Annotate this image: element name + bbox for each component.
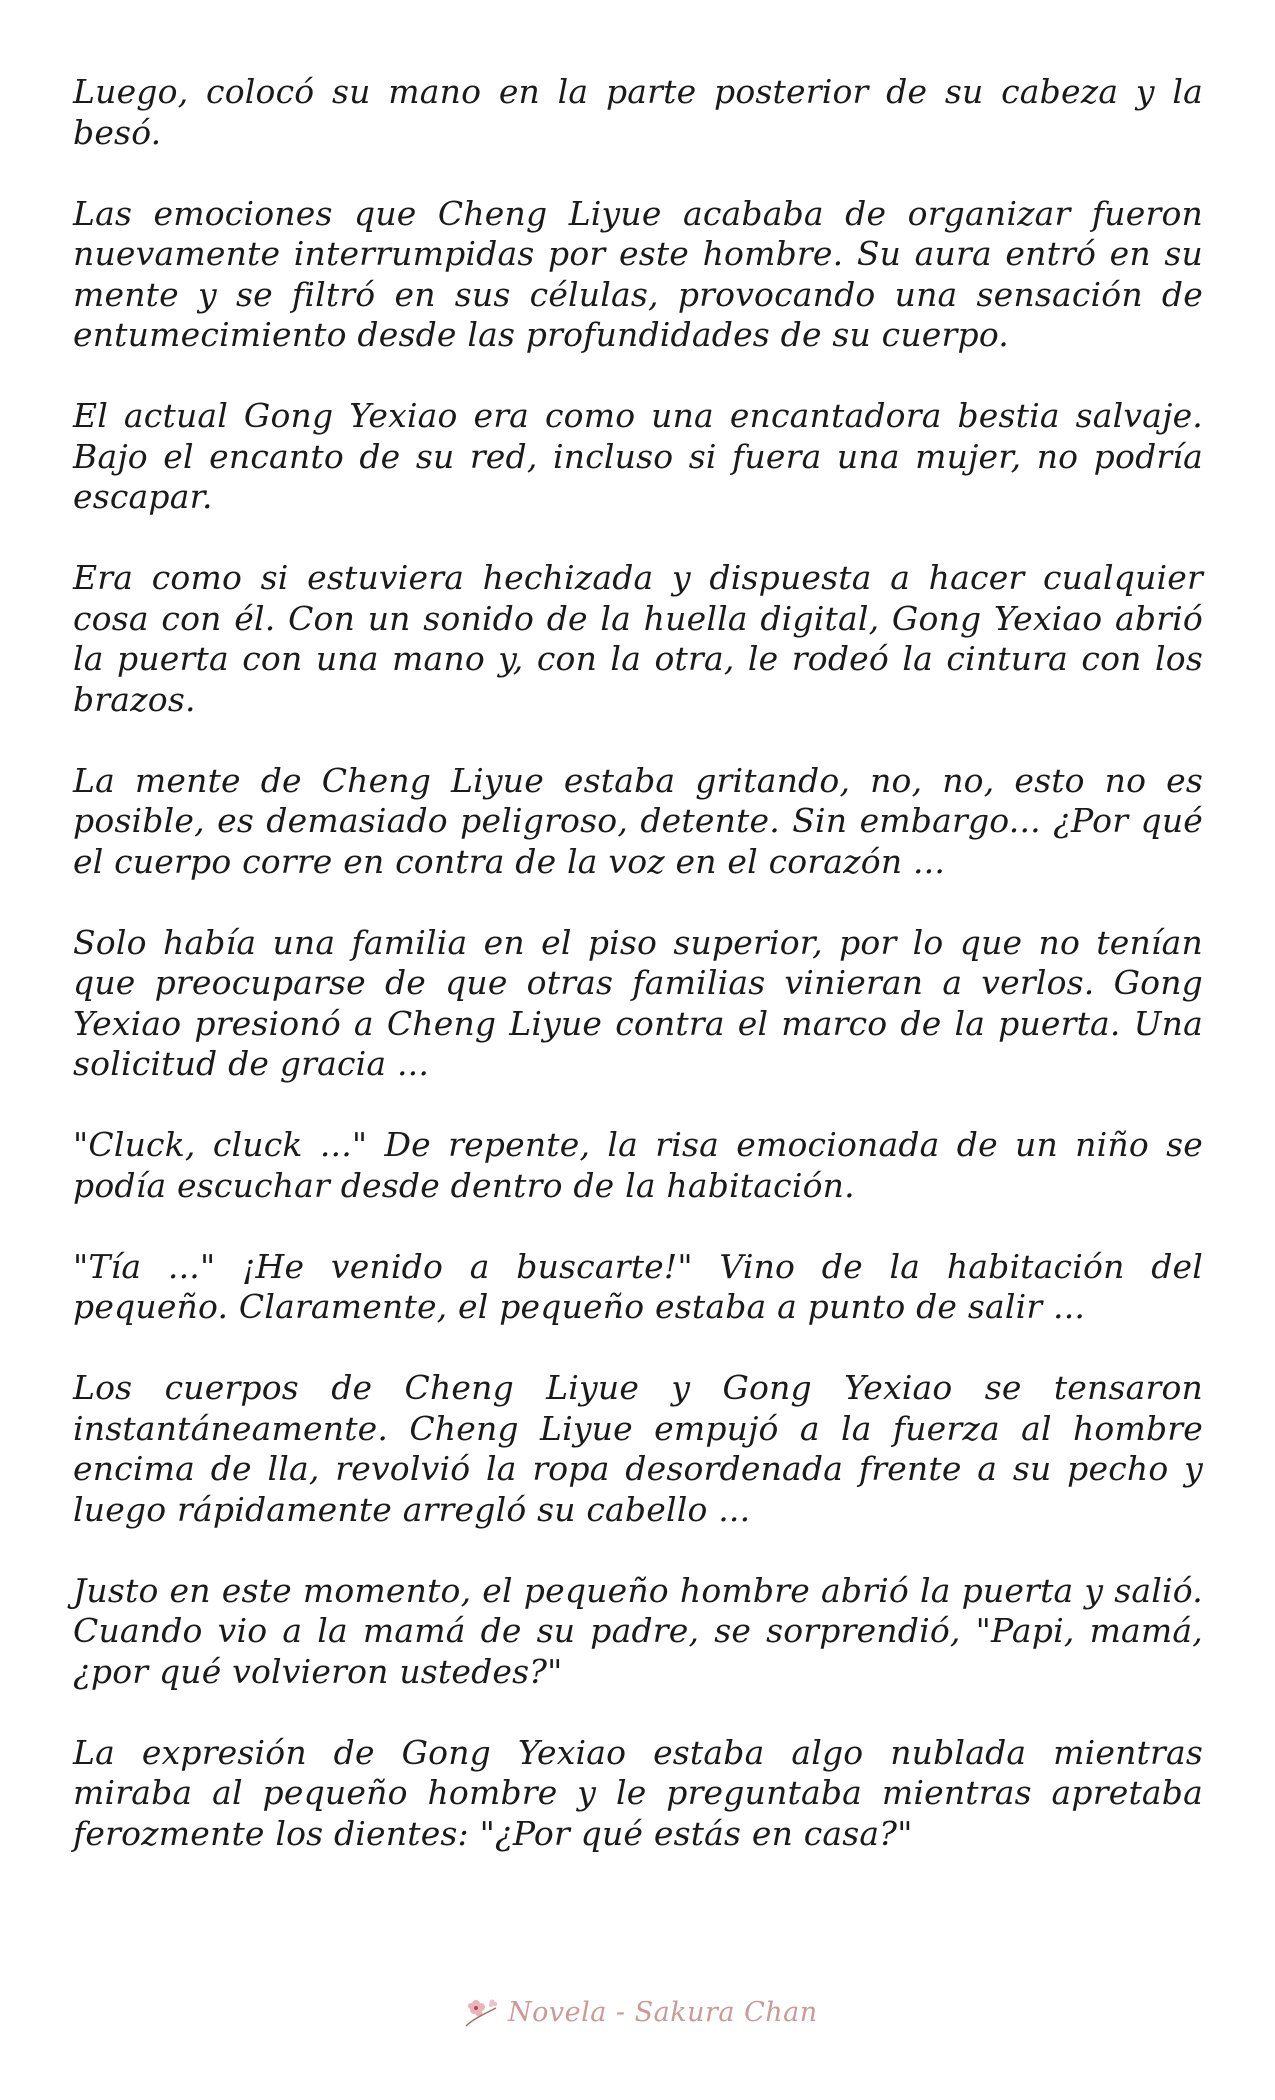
paragraph: Justo en este momento, el pequeño hombre abrió la puerta y salió. Cuando vio a la mamá de su padre, se sorprendió, "Papi, mamá, ¿por qué volvieron ustedes?" bbox=[73, 1570, 1203, 1691]
paragraph: "Cluck, cluck ..." De repente, la risa emocionada de un niño se podía escuchar desde dentro de la habitación. bbox=[73, 1125, 1203, 1205]
novel-text bbox=[73, 72, 1203, 1895]
paragraph: Solo había una familia en el piso superior, por lo que no tenían que preocuparse de que otras familias vinieran a verlos. Gong Yexiao presionó a Cheng Liyue contra el marco de la puerta. Una solicitud de gracia ... bbox=[73, 922, 1203, 1083]
paragraph: Las emociones que Cheng Liyue acababa de organizar fueron nuevamente interrumpidas por este hombre. Su aura entró en su mente y se filtró en sus células, provocando una sensación de entumecimiento desde las profundidades de su cuerpo. bbox=[73, 193, 1203, 354]
paragraph: La expresión de Gong Yexiao estaba algo nublada mientras miraba al pequeño hombre y le preguntaba mientras apretaba ferozmente los dientes: "¿Por qué estás en casa?" bbox=[73, 1732, 1203, 1853]
paragraph: Luego, colocó su mano en la parte posterior de su cabeza y la besó. bbox=[73, 72, 1203, 152]
paragraph: Era como si estuviera hechizada y dispuesta a hacer cualquier cosa con él. Con un sonido de la huella digital, Gong Yexiao abrió la puerta con una mano y, con la otra, le rodeó la cintura con los brazos. bbox=[73, 558, 1203, 719]
paragraph: El actual Gong Yexiao era como una encantadora bestia salvaje. Bajo el encanto de su red, incluso si fuera una mujer, no podría escapar. bbox=[73, 396, 1203, 516]
paragraph: "Tía ..." ¡He venido a buscarte!" Vino de la habitación del pequeño. Claramente, el pequeño estaba a punto de salir ... bbox=[73, 1246, 1203, 1326]
sakura-flower-icon bbox=[462, 1994, 502, 2030]
footer-watermark bbox=[462, 1990, 842, 2034]
paragraph: Los cuerpos de Cheng Liyue y Gong Yexiao se tensaron instantáneamente. Cheng Liyue empujó a la fuerza al hombre encima de lla, revolvió la ropa desordenada frente a su pecho y luego rápidamente arregló su cabello ... bbox=[73, 1368, 1203, 1529]
footer-credit: Novela - Sakura Chan bbox=[508, 1996, 818, 2028]
paragraph: La mente de Cheng Liyue estaba gritando, no, no, esto no es posible, es demasiado peligroso, detente. Sin embargo... ¿Por qué el cuerpo corre en contra de la voz en el corazón ... bbox=[73, 760, 1203, 881]
